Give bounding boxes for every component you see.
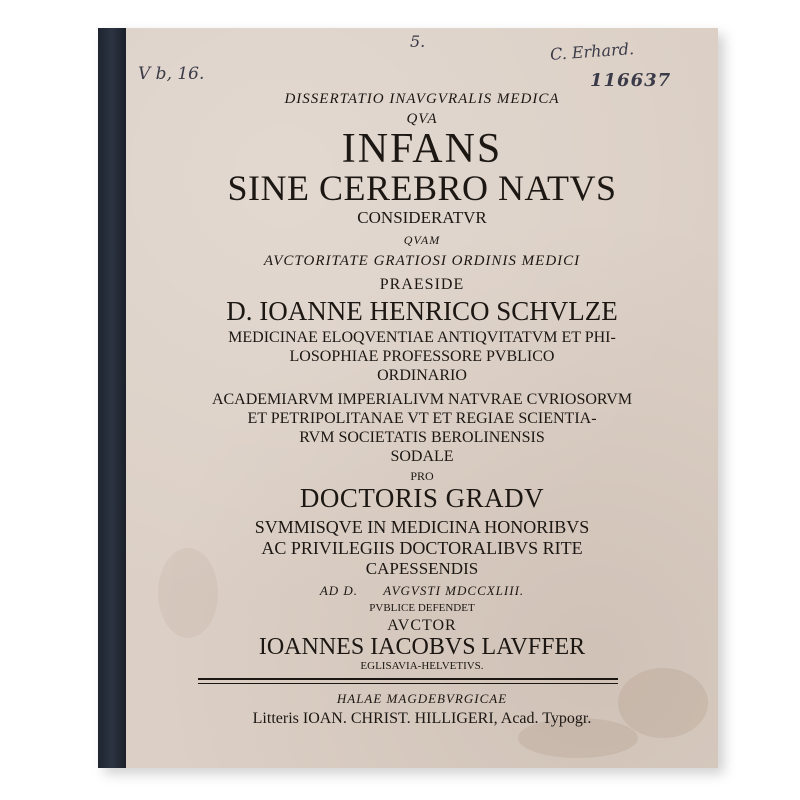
praeses-title-2: LOSOPHIAE PROFESSORE PVBLICO [289, 348, 555, 365]
praeses-title-3: ORDINARIO [377, 367, 467, 384]
consideratur-line: CONSIDERATVR [357, 208, 487, 227]
auctoritate-line: AVCTORITATE GRATIOSI ORDINIS MEDICI [263, 253, 581, 269]
manuscript-shelfmark: V b, 16. [138, 64, 205, 84]
qua-line: QVA [406, 111, 438, 127]
defendet-line: PVBLICE DEFENDET [369, 602, 475, 614]
academies-line-3: RVM SOCIETATIS BEROLINENSIS [299, 429, 545, 446]
manuscript-owner-note: C. Erhard. [549, 39, 635, 64]
imprint-printer: Litteris IOAN. CHRIST. HILLIGERI, Acad. Typogr. [252, 710, 592, 727]
academies-line-2: ET PETRIPOLITANAE VT ET REGIAE SCIENTIA- [247, 410, 597, 427]
manuscript-accession-number: 116637 [590, 70, 672, 91]
book-spine [98, 28, 126, 768]
title-infans: INFANS [341, 126, 503, 172]
author-name: IOANNES IACOBVS LAVFFER [258, 634, 586, 660]
capessendis-line: CAPESSENDIS [365, 559, 479, 578]
auctor-line: AVCTOR [387, 617, 457, 634]
title-sine-cerebro: SINE CEREBRO NATVS [227, 168, 617, 208]
manuscript-page-number: 5. [410, 32, 426, 51]
dissertation-type-line: DISSERTATIO INAVGVRALIS MEDICA [284, 91, 560, 107]
praeside-line: PRAESIDE [379, 276, 465, 293]
privilegiis-line: AC PRIVILEGIIS DOCTORALIBVS RITE [261, 538, 583, 558]
title-page [98, 28, 718, 768]
sodale-line: SODALE [390, 448, 454, 465]
separator-rule-bottom [198, 683, 618, 684]
doctoris-gradu: DOCTORIS GRADV [299, 483, 545, 513]
quam-line: QVAM [403, 233, 441, 247]
praeses-title-1: MEDICINAE ELOQVENTIAE ANTIQVITATVM ET PHI- [228, 329, 616, 346]
honoribus-line: SVMMISQVE IN MEDICINA HONORIBVS [254, 517, 590, 537]
author-origin: EGLISAVIA-HELVETIVS. [360, 660, 484, 672]
imprint-place: HALAE MAGDEBVRGICAE [336, 691, 508, 706]
praeses-name: D. IOANNE HENRICO SCHVLZE [226, 296, 618, 326]
date-line: AD D. AVGVSTI MDCCXLIII. [319, 583, 525, 598]
separator-rule-top [198, 678, 618, 680]
pro-line: PRO [410, 469, 434, 483]
academies-line-1: ACADEMIARVM IMPERIALIVM NATVRAE CVRIOSORVM [211, 391, 633, 408]
